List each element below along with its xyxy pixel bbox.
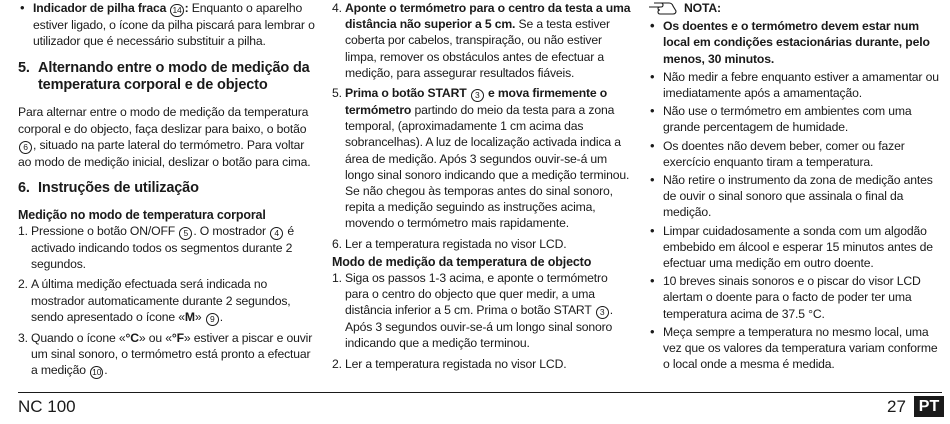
item-text: Ler a temperatura registada no visor LCD. (345, 356, 567, 371)
column-middle (332, 0, 632, 372)
section-number: 5. (18, 60, 30, 77)
column-right (648, 0, 944, 372)
footer-divider (18, 392, 942, 393)
page-number: 27 (887, 397, 906, 416)
ref-marker: 10 (92, 367, 102, 378)
item-bold-text: M (184, 309, 195, 324)
item-text: Siga os passos 1-3 acima, e aponte o termómetro para o centro do objecto que quer medir, a uma distância inferior a 5 cm. Prima o botão START (345, 270, 608, 318)
footer-model: NC 100 (18, 397, 76, 416)
list-item (18, 276, 318, 325)
list-item (18, 223, 318, 272)
battery-indicator-text: Enquanto o aparelho estiver ligado, o ícone da pilha piscará para lembrar o utilizador que é necessário substituir a pilha. (33, 1, 315, 49)
section-title: Alternando entre o modo de medição da temperatura corporal e de objecto (38, 60, 310, 94)
ref-marker: 5 (179, 227, 192, 240)
item-text: . (104, 363, 108, 378)
item-text: . O mostrador (193, 224, 266, 239)
battery-indicator-item (18, 0, 318, 49)
battery-indicator-label: Indicador de pilha fraca (33, 1, 167, 15)
item-number: 4. (332, 1, 342, 15)
note-bullet: • Meça sempre a temperatura no mesmo local, uma vez que os valores da temperatura variam conforme o local onde a mesma é medida. (648, 324, 944, 373)
ref-marker: 4 (270, 227, 283, 240)
item-bold-text: e mova firmemente o termómetro (345, 86, 608, 118)
item-number: 1. (18, 224, 28, 239)
note-bullet: • 10 breves sinais sonoros e o piscar do visor LCD alertam o doente para o facto de poder ter uma temperatura acima de 37.5 °C. (648, 273, 944, 322)
item-number: 1. (332, 270, 342, 285)
paragraph-text: Para alternar entre o modo de medição da temperatura corporal e do objecto, faça deslizar para baixo, o botão (18, 105, 309, 136)
item-text: » estiver a piscar e ouvir um sinal sonoro, o termómetro está pronto a efectuar a medição (31, 330, 313, 378)
item-bold-text: Prima o botão START (345, 86, 467, 101)
ref-marker: 14 (172, 5, 182, 15)
section-5-heading (18, 60, 318, 94)
item-text: Quando o ícone « (31, 330, 126, 345)
colon: : (184, 1, 189, 15)
note-bold-bullet: • Os doentes e o termómetro devem estar num local em condições estacionárias durante, pelo menos, 30 minutos. (648, 18, 944, 67)
ref-marker: 3 (471, 89, 484, 102)
section-title: Instruções de utilização (38, 180, 199, 197)
subsection-heading: Medição no modo de temperatura corporal (18, 208, 266, 223)
list-item (332, 0, 632, 81)
item-bold-text: Aponte o termómetro para o centro da testa a uma distância não superior a 5 cm. (345, 1, 631, 32)
item-text: » ou « (138, 330, 172, 345)
item-number: 5. (332, 86, 342, 101)
ref-marker: 3 (596, 306, 609, 319)
pointing-hand-icon (648, 0, 678, 16)
item-text: A última medição efectuada será indicada no mostrador automaticamente durante 2 segundos, sendo apresentado o ícone « (31, 277, 291, 324)
list-item (332, 85, 632, 232)
ref-marker: 9 (206, 313, 219, 326)
note-bullet: • Não retire o instrumento da zona de medição antes de ouvir o sinal sonoro que assinala o final da medição. (648, 172, 944, 221)
item-number: 2. (332, 356, 342, 371)
item-text: Se a testa estiver coberta por cabelos, transpiração, ou não estiver limpa, remover os obstáculos antes de efectuar a medição, para assegurar resultados fiáveis. (345, 17, 610, 80)
note-bullet: • Não medir a febre enquanto estiver a amamentar ou imediatamente após a amamentação. (648, 69, 944, 101)
section-6-heading (18, 180, 318, 197)
column-left (18, 0, 318, 379)
list-item (18, 330, 318, 379)
item-text: é activado indicando todos os segmentos durante 2 segundos. (31, 224, 295, 272)
item-text: . (219, 309, 223, 324)
subsection-heading: Modo de medição da temperatura de objecto (332, 254, 592, 269)
note-bullet: • Não use o termómetro em ambientes com uma grande percentagem de humidade. (648, 103, 944, 135)
note-heading (648, 0, 944, 16)
section-5-paragraph (18, 104, 318, 170)
note-bullet: • Os doentes não devem beber, comer ou fazer exercício enquanto tiram a temperatura. (648, 138, 944, 170)
section-number: 6. (18, 180, 30, 197)
item-text: » (194, 309, 202, 324)
list-item (332, 356, 632, 372)
list-item (332, 236, 632, 252)
ref-marker: 6 (19, 141, 32, 154)
list-item (332, 270, 632, 352)
note-title: NOTA: (684, 1, 721, 15)
item-bold-text: °C (125, 330, 139, 345)
item-number: 6. (332, 236, 342, 251)
item-number: 3. (18, 330, 28, 345)
item-text: partindo do meio da testa para a zona temporal, (aproximadamente 1 cm acima das sobrancelhas). A luz de localização activada indica a área de medição. Após 3 segundos ouvir-se-á um longo sinal sonoro indicando que a medição terminou. Se não chegou às temporas antes do sinal sonoro, repita a medição seguindo as instruções acima, movendo o termómetro mais rapidamente. (345, 103, 630, 231)
item-text: Pressione o botão ON/OFF (31, 224, 176, 239)
item-text: Ler a temperatura registada no visor LCD. (345, 236, 567, 251)
paragraph-text: , situado na parte lateral do termómetro. Para voltar ao modo de medição inicial, deslizar o botão para cima. (18, 137, 311, 169)
item-number: 2. (18, 277, 28, 292)
item-bold-text: °F (171, 330, 184, 345)
item-text: . Após 3 segundos ouvir-se-á um longo sinal sonoro indicando que a medição terminou. (345, 303, 613, 351)
language-badge: PT (914, 396, 944, 417)
note-bullet: • Limpar cuidadosamente a sonda com um algodão embebido em álcool e esperar 15 minutos antes de efectuar uma medição em outro doente. (648, 223, 944, 272)
